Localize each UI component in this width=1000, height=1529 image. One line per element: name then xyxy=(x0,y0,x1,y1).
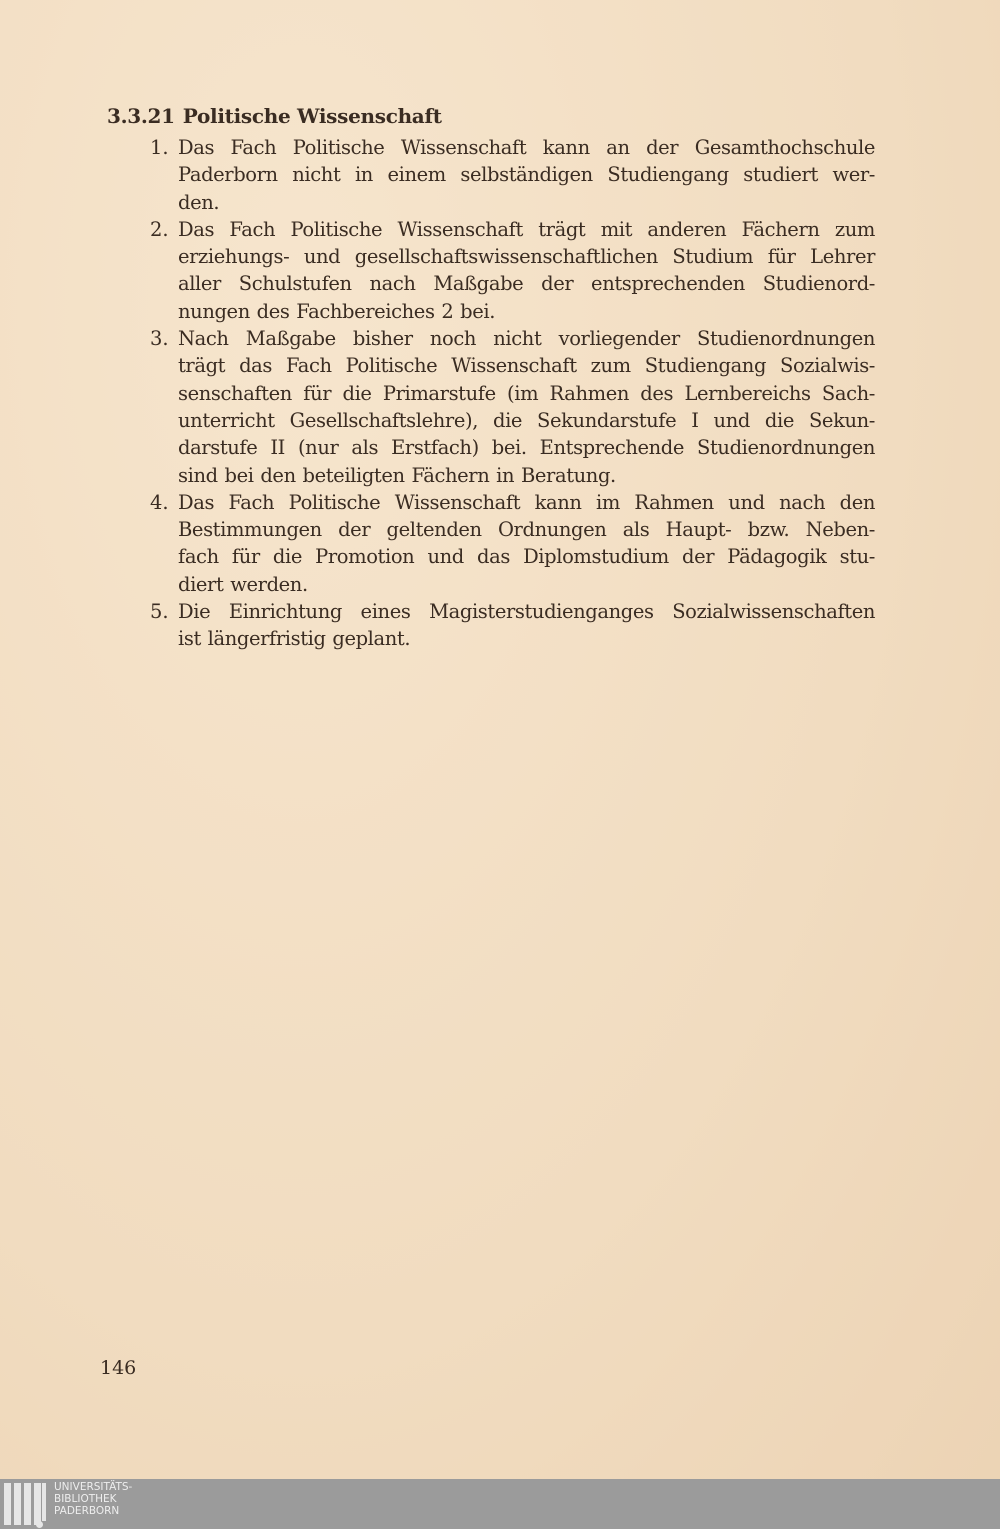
section-title: Politische Wissenschaft xyxy=(182,104,442,128)
list-item-number: 1. xyxy=(150,136,169,159)
text-line: darstufe II (nur als Erstfach) bei. Entsprechende Studienordnungen xyxy=(178,436,875,460)
text-line: senschaften für die Primarstufe (im Rahmen des Lernbereichs Sach- xyxy=(178,381,875,405)
text-line: Paderborn nicht in einem selbständigen Studiengang studiert wer- xyxy=(178,163,875,187)
library-footer-bar xyxy=(0,1479,1000,1529)
text-line: erziehungs- und gesellschaftswissenschaftlichen Studium für Lehrer xyxy=(178,245,875,269)
text-line: diert werden. xyxy=(178,572,308,596)
text-line: unterricht Gesellschaftslehre), die Sekundarstufe I und die Sekun- xyxy=(178,408,875,432)
text-line: Bestimmungen der geltenden Ordnungen als Haupt- bzw. Neben- xyxy=(178,518,875,542)
list-item-number: 4. xyxy=(150,490,169,514)
library-name-line: PADERBORN xyxy=(54,1505,120,1517)
text-line: nungen des Fachbereiches 2 bei. xyxy=(178,299,496,323)
numbered-list xyxy=(148,134,875,653)
text-line: Das Fach Politische Wissenschaft kann an der Gesamthochschule xyxy=(178,136,875,159)
text-line: den. xyxy=(178,190,220,214)
text-line: sind bei den beteiligten Fächern in Beratung. xyxy=(178,463,616,487)
list-item xyxy=(148,325,875,489)
text-line: Die Einrichtung eines Magisterstudienganges Sozialwissenschaften xyxy=(178,600,875,624)
text-line: Das Fach Politische Wissenschaft trägt mit anderen Fächern zum xyxy=(178,217,875,241)
logo-dot-icon xyxy=(36,1521,43,1528)
text-line: aller Schulstufen nach Maßgabe der entsprechenden Studienord- xyxy=(178,272,875,296)
text-line: ist längerfristig geplant. xyxy=(178,627,411,651)
list-item xyxy=(148,134,875,216)
page-number: 146 xyxy=(100,1357,137,1379)
list-item-number: 5. xyxy=(150,600,169,624)
library-name-line: UNIVERSITÄTS- xyxy=(54,1481,133,1493)
list-item xyxy=(148,216,875,325)
section-number: 3.3.21 xyxy=(107,104,175,128)
library-name-line: BIBLIOTHEK xyxy=(54,1493,117,1505)
list-item-number: 3. xyxy=(150,327,169,351)
section-heading xyxy=(107,104,442,128)
list-item-number: 2. xyxy=(150,217,169,241)
text-line: fach für die Promotion und das Diplomstudium der Pädagogik stu- xyxy=(178,545,875,569)
library-name xyxy=(54,1481,132,1517)
text-line: trägt das Fach Politische Wissenschaft zum Studiengang Sozialwis- xyxy=(178,354,875,378)
text-line: Nach Maßgabe bisher noch nicht vorliegender Studienordnungen xyxy=(178,327,875,351)
text-line: Das Fach Politische Wissenschaft kann im Rahmen und nach den xyxy=(178,490,875,514)
list-item xyxy=(148,598,875,653)
list-item xyxy=(148,489,875,598)
